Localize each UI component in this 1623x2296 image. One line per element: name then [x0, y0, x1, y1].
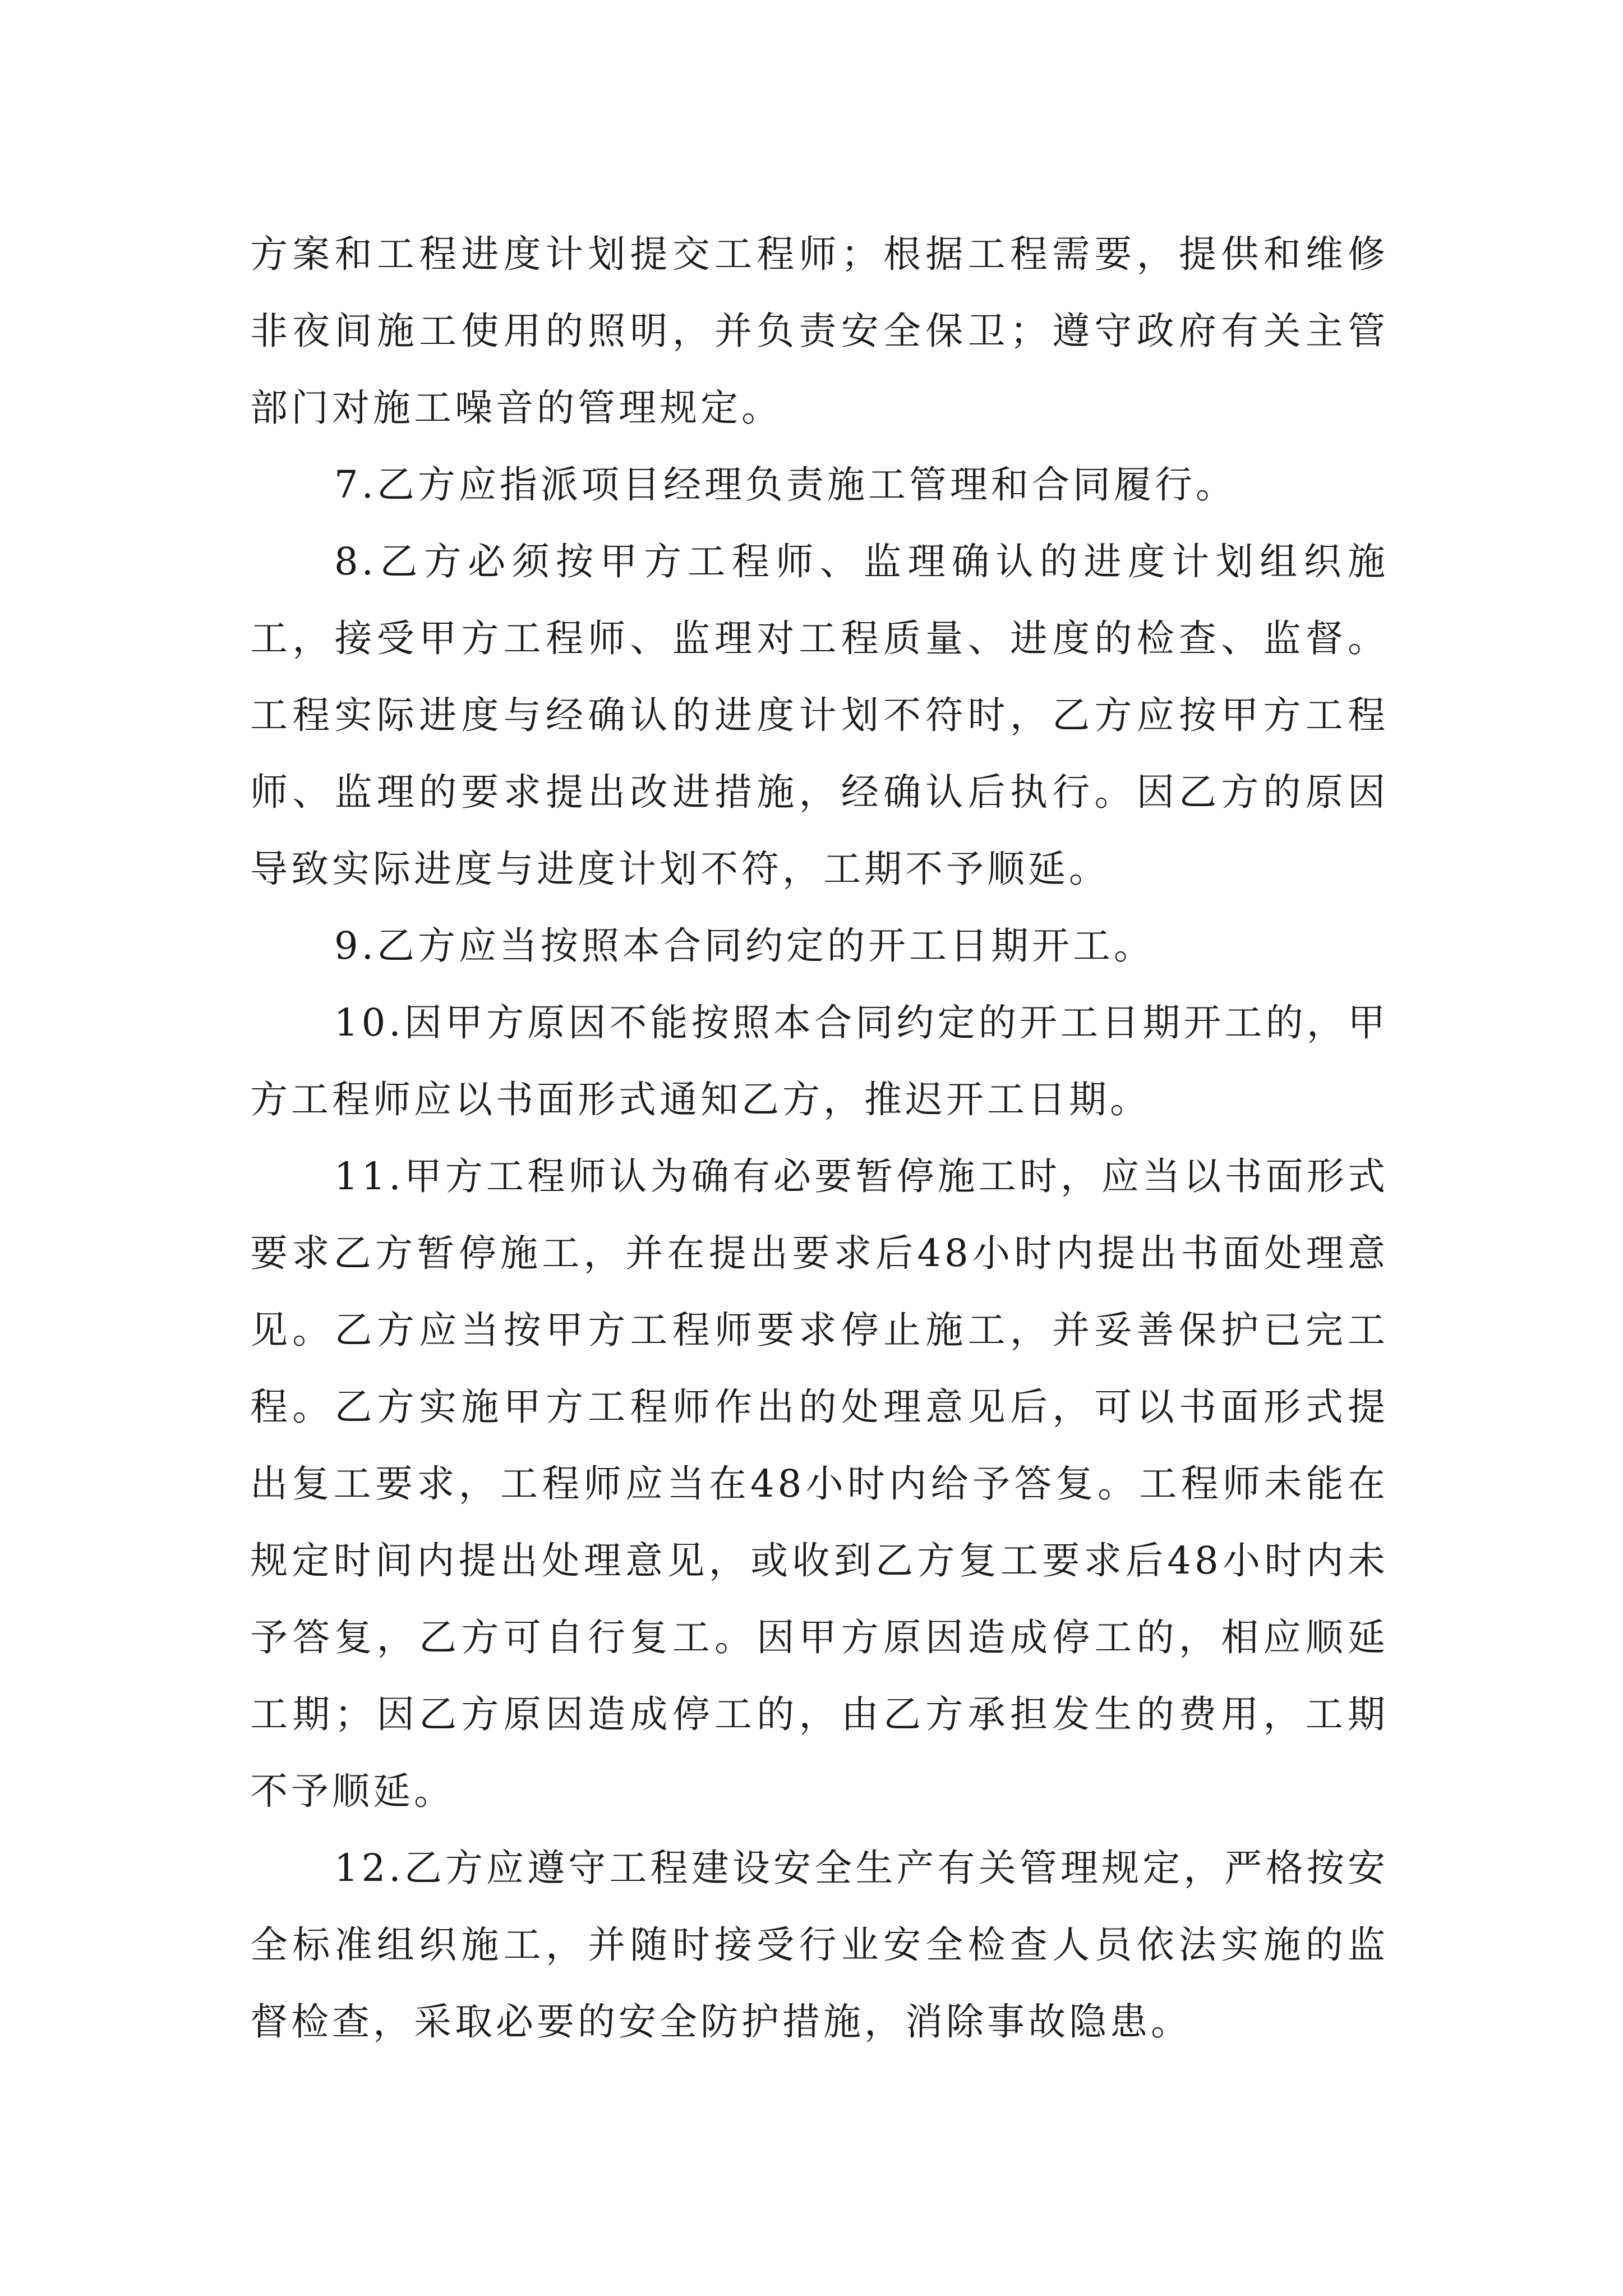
paragraph-clause-11: 11.甲方工程师认为确有必要暂停施工时，应当以书面形式要求乙方暂停施工，并在提出要求后48小时内提出书面处理意见。乙方应当按甲方工程师要求停止施工，并妥善保护已完工程。乙方实施甲方工程师作出的处理意见后，可以书面形式提出复工要求，工程师应当在48小时内给予答复。工程师未能在规定时间内提出处理意见，或收到乙方复工要求后48小时内未予答复，乙方可自行复工。因甲方原因造成停工的，相应顺延工期；因乙方原因造成停工的，由乙方承担发生的费用，工期不予顺延。	[250, 1154, 1389, 1813]
paragraph-clause-7: 7.乙方应指派项目经理负责施工管理和合同履行。	[334, 463, 1237, 507]
paragraph-clause-8: 8.乙方必须按甲方工程师、监理确认的进度计划组织施工，接受甲方工程师、监理对工程质量、进度的检查、监督。工程实际进度与经确认的进度计划不符时，乙方应按甲方工程师、监理的要求提出改进措施，经确认后执行。因乙方的原因导致实际进度与进度计划不符，工期不予顺延。	[250, 540, 1389, 891]
paragraph-clause-9: 9.乙方应当按照本合同约定的开工日期开工。	[334, 924, 1155, 968]
paragraph-clause-12: 12.乙方应遵守工程建设安全生产有关管理规定，严格按安全标准组织施工，并随时接受行业安全检查人员依法实施的监督检查，采取必要的安全防护措施，消除事故隐患。	[250, 1846, 1389, 2044]
paragraph-clause-10: 10.因甲方原因不能按照本合同约定的开工日期开工的，甲方工程师应以书面形式通知乙方，推迟开工日期。	[250, 1001, 1389, 1121]
paragraph-continuation: 方案和工程进度计划提交工程师；根据工程需要，提供和维修非夜间施工使用的照明，并负责安全保卫；遵守政府有关主管部门对施工噪音的管理规定。	[250, 232, 1389, 430]
document-body	[250, 216, 1389, 2060]
